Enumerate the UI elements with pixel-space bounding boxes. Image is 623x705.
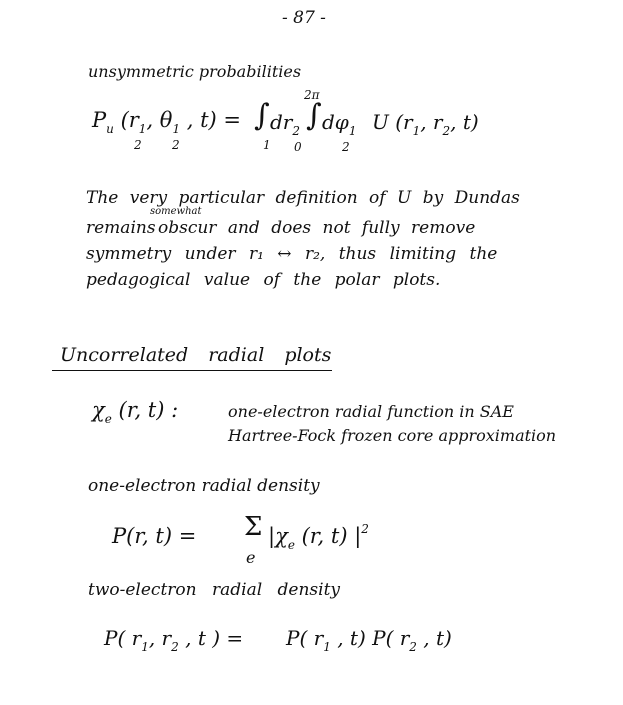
- dr2-sub: 2: [292, 124, 301, 138]
- formula-t-part: , t) =: [186, 108, 242, 132]
- paragraph-line-2a: remains: [86, 218, 156, 238]
- paragraph-line-4: pedagogical value of the polar plots.: [86, 270, 441, 290]
- dphi-symbol: dφ: [322, 110, 349, 134]
- chi-args: (r, t) :: [118, 398, 179, 422]
- density-sum: Σ: [244, 512, 263, 542]
- formula-U: [372, 110, 479, 138]
- density-rhs-end: (r, t) |: [301, 524, 362, 548]
- two-rhs1-start: P( r: [286, 626, 324, 650]
- integral-1-lower: 1: [263, 138, 271, 152]
- two-rhs1-sub: 1: [323, 640, 331, 654]
- paragraph-insert: somewhat: [150, 206, 202, 217]
- two-lhs-mid: , r: [148, 626, 172, 650]
- formula-U-mid: , r: [420, 110, 443, 134]
- density-power: 2: [361, 522, 369, 536]
- integral-2-upper: 2π: [304, 88, 320, 102]
- formula-lhs-args: (r: [120, 108, 139, 132]
- section1-heading: unsymmetric probabilities: [88, 62, 302, 81]
- density-sum-sub: e: [246, 548, 256, 567]
- density-rhs-chi: |χ: [268, 524, 288, 548]
- chi-definition: [92, 398, 179, 426]
- dphi-sub: 1: [348, 124, 357, 138]
- section2-heading: Uncorrelated radial plots: [60, 344, 332, 366]
- formula-lhs: [92, 108, 242, 136]
- integral-2: ∫: [306, 98, 322, 133]
- section2-underline: [52, 370, 332, 371]
- formula-U-end: , t): [450, 110, 479, 134]
- formula-lhs-sub: u: [106, 122, 114, 136]
- chi-sub: e: [104, 412, 112, 426]
- two-lhs-end: , t ) =: [185, 626, 244, 650]
- integral-1: ∫: [254, 98, 270, 133]
- page-number: - 87 -: [282, 8, 326, 28]
- two-formula-rhs: [286, 626, 452, 654]
- density-rhs-sub: e: [287, 538, 295, 552]
- formula-arg1b-sub: 2: [134, 138, 142, 152]
- density-formula-lhs: P(r, t) =: [112, 524, 197, 548]
- paragraph-line-3: symmetry under r₁ ↔ r₂, thus limiting the: [86, 244, 498, 264]
- formula-theta-b-sub: 2: [172, 138, 180, 152]
- chi-description-1: one-electron radial function in SAE: [228, 402, 514, 421]
- chi-description-2: Hartree-Fock frozen core approximation: [228, 426, 557, 445]
- formula-U-start: U (r: [372, 110, 413, 134]
- two-lhs-sub1: 1: [141, 640, 149, 654]
- two-formula-lhs: [104, 626, 244, 654]
- formula-theta-sub: 1: [172, 122, 181, 136]
- formula-arg1-sub: 1: [138, 122, 147, 136]
- formula-lhs-symbol: P: [92, 108, 107, 132]
- dphi: [322, 110, 357, 138]
- two-lhs-start: P( r: [104, 626, 142, 650]
- two-rhs2-sub: 2: [409, 640, 417, 654]
- paragraph-line-1: The very particular definition of U by Dundas: [86, 188, 520, 208]
- dr2: [270, 110, 301, 138]
- two-rhs2-end: , t): [423, 626, 452, 650]
- integral-2-lower: 0: [294, 140, 302, 154]
- formula-U-sub1: 1: [412, 124, 421, 138]
- one-electron-label: one-electron radial density: [88, 476, 320, 496]
- two-lhs-sub2: 2: [171, 640, 179, 654]
- density-formula-rhs: [268, 522, 369, 552]
- two-electron-label: two-electron radial density: [88, 580, 341, 600]
- two-rhs1-end: , t): [337, 626, 366, 650]
- chi-symbol: χ: [92, 398, 105, 422]
- dr2-symbol: dr: [270, 110, 293, 134]
- formula-U-sub2: 2: [442, 124, 451, 138]
- dphi-lower: 2: [342, 140, 350, 154]
- two-rhs2-start: P( r: [372, 626, 410, 650]
- paragraph-line-2b: obscur and does not fully remove: [158, 218, 476, 238]
- formula-theta: , θ: [146, 108, 173, 132]
